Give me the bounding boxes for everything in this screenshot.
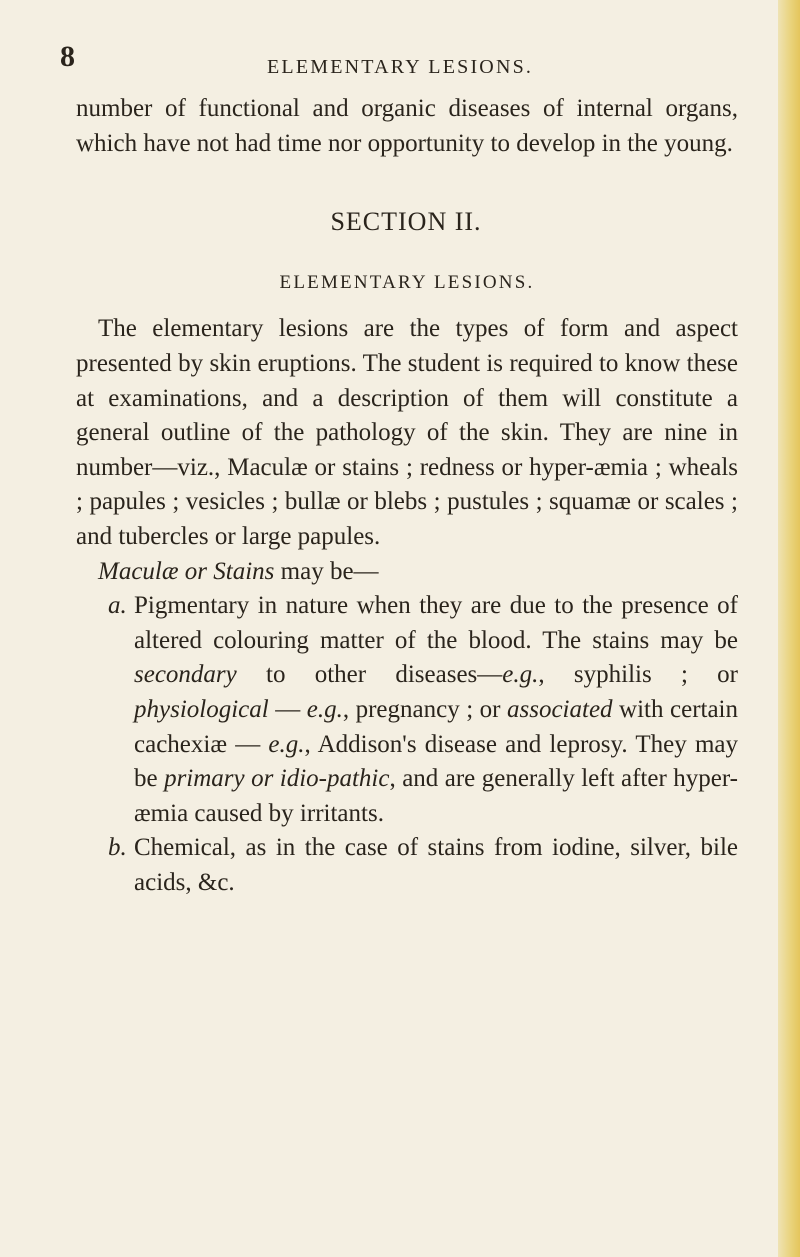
item-a-emphasis-3: physiological [134,695,269,723]
item-a-emphasis-6: e.g. [268,730,305,758]
page-number: 8 [60,40,75,73]
list-item-b [108,831,738,900]
maculae-rest: may be— [274,557,379,585]
list-marker-b: b. [108,834,127,862]
item-a-emphasis-7: primary or idio-pathic [164,765,390,793]
list-marker-a: a. [108,592,127,620]
intro-paragraph: The elementary lesions are the types of form and aspect presented by skin eruptions. The student is required to know these at examinations, and a description of them will constitute a general outline of the pathology of the skin. They are nine in number—viz., Maculæ or stains ; redness or hyper-æmia ; wheals ; papules ; vesicles ; bullæ or blebs ; pustules ; squamæ or scales ; and tubercles or large papules. [76,315,738,550]
section-subheading: ELEMENTARY LESIONS. [279,271,535,293]
item-a-text-3: , syphilis ; or [538,661,738,689]
page-edge [778,0,800,1257]
item-a-text-5: , pregnancy ; or [342,695,507,723]
list-item-a [108,589,738,831]
item-a-emphasis-1: secondary [134,661,237,689]
item-b-text: Chemical, as in the case of stains from iodine, silver, bile acids, &c. [134,834,738,896]
continuation-paragraph: number of functional and organic diseases of internal organs, which have not had time nor opportunity to develop in the young. [76,95,738,157]
item-a-text-4: — [268,695,307,723]
item-a-emphasis-2: e.g. [502,661,539,689]
maculae-paragraph [76,555,738,590]
running-title: ELEMENTARY LESIONS. [267,56,534,78]
item-a-text-6: with certain cachexiæ — [134,695,739,758]
section-heading: SECTION II. [330,207,482,237]
item-a-emphasis-5: associated [507,695,613,723]
item-a-text-2: to other diseases— [236,661,503,689]
item-a-emphasis-4: e.g. [306,695,343,723]
item-a-text-1: Pigmentary in nature when they are due to the presence of altered colouring matter of the blood. The stains may be [134,592,738,654]
item-a-text-7: , Addison's disease and leprosy. They may be [134,730,738,793]
maculae-term: Maculæ or Stains [98,557,275,585]
maculae-list [108,589,738,900]
running-head [60,40,760,88]
item-a-text-8: , and are generally left after hyper-æmia caused by irritants. [134,765,738,827]
body-text [76,92,738,900]
